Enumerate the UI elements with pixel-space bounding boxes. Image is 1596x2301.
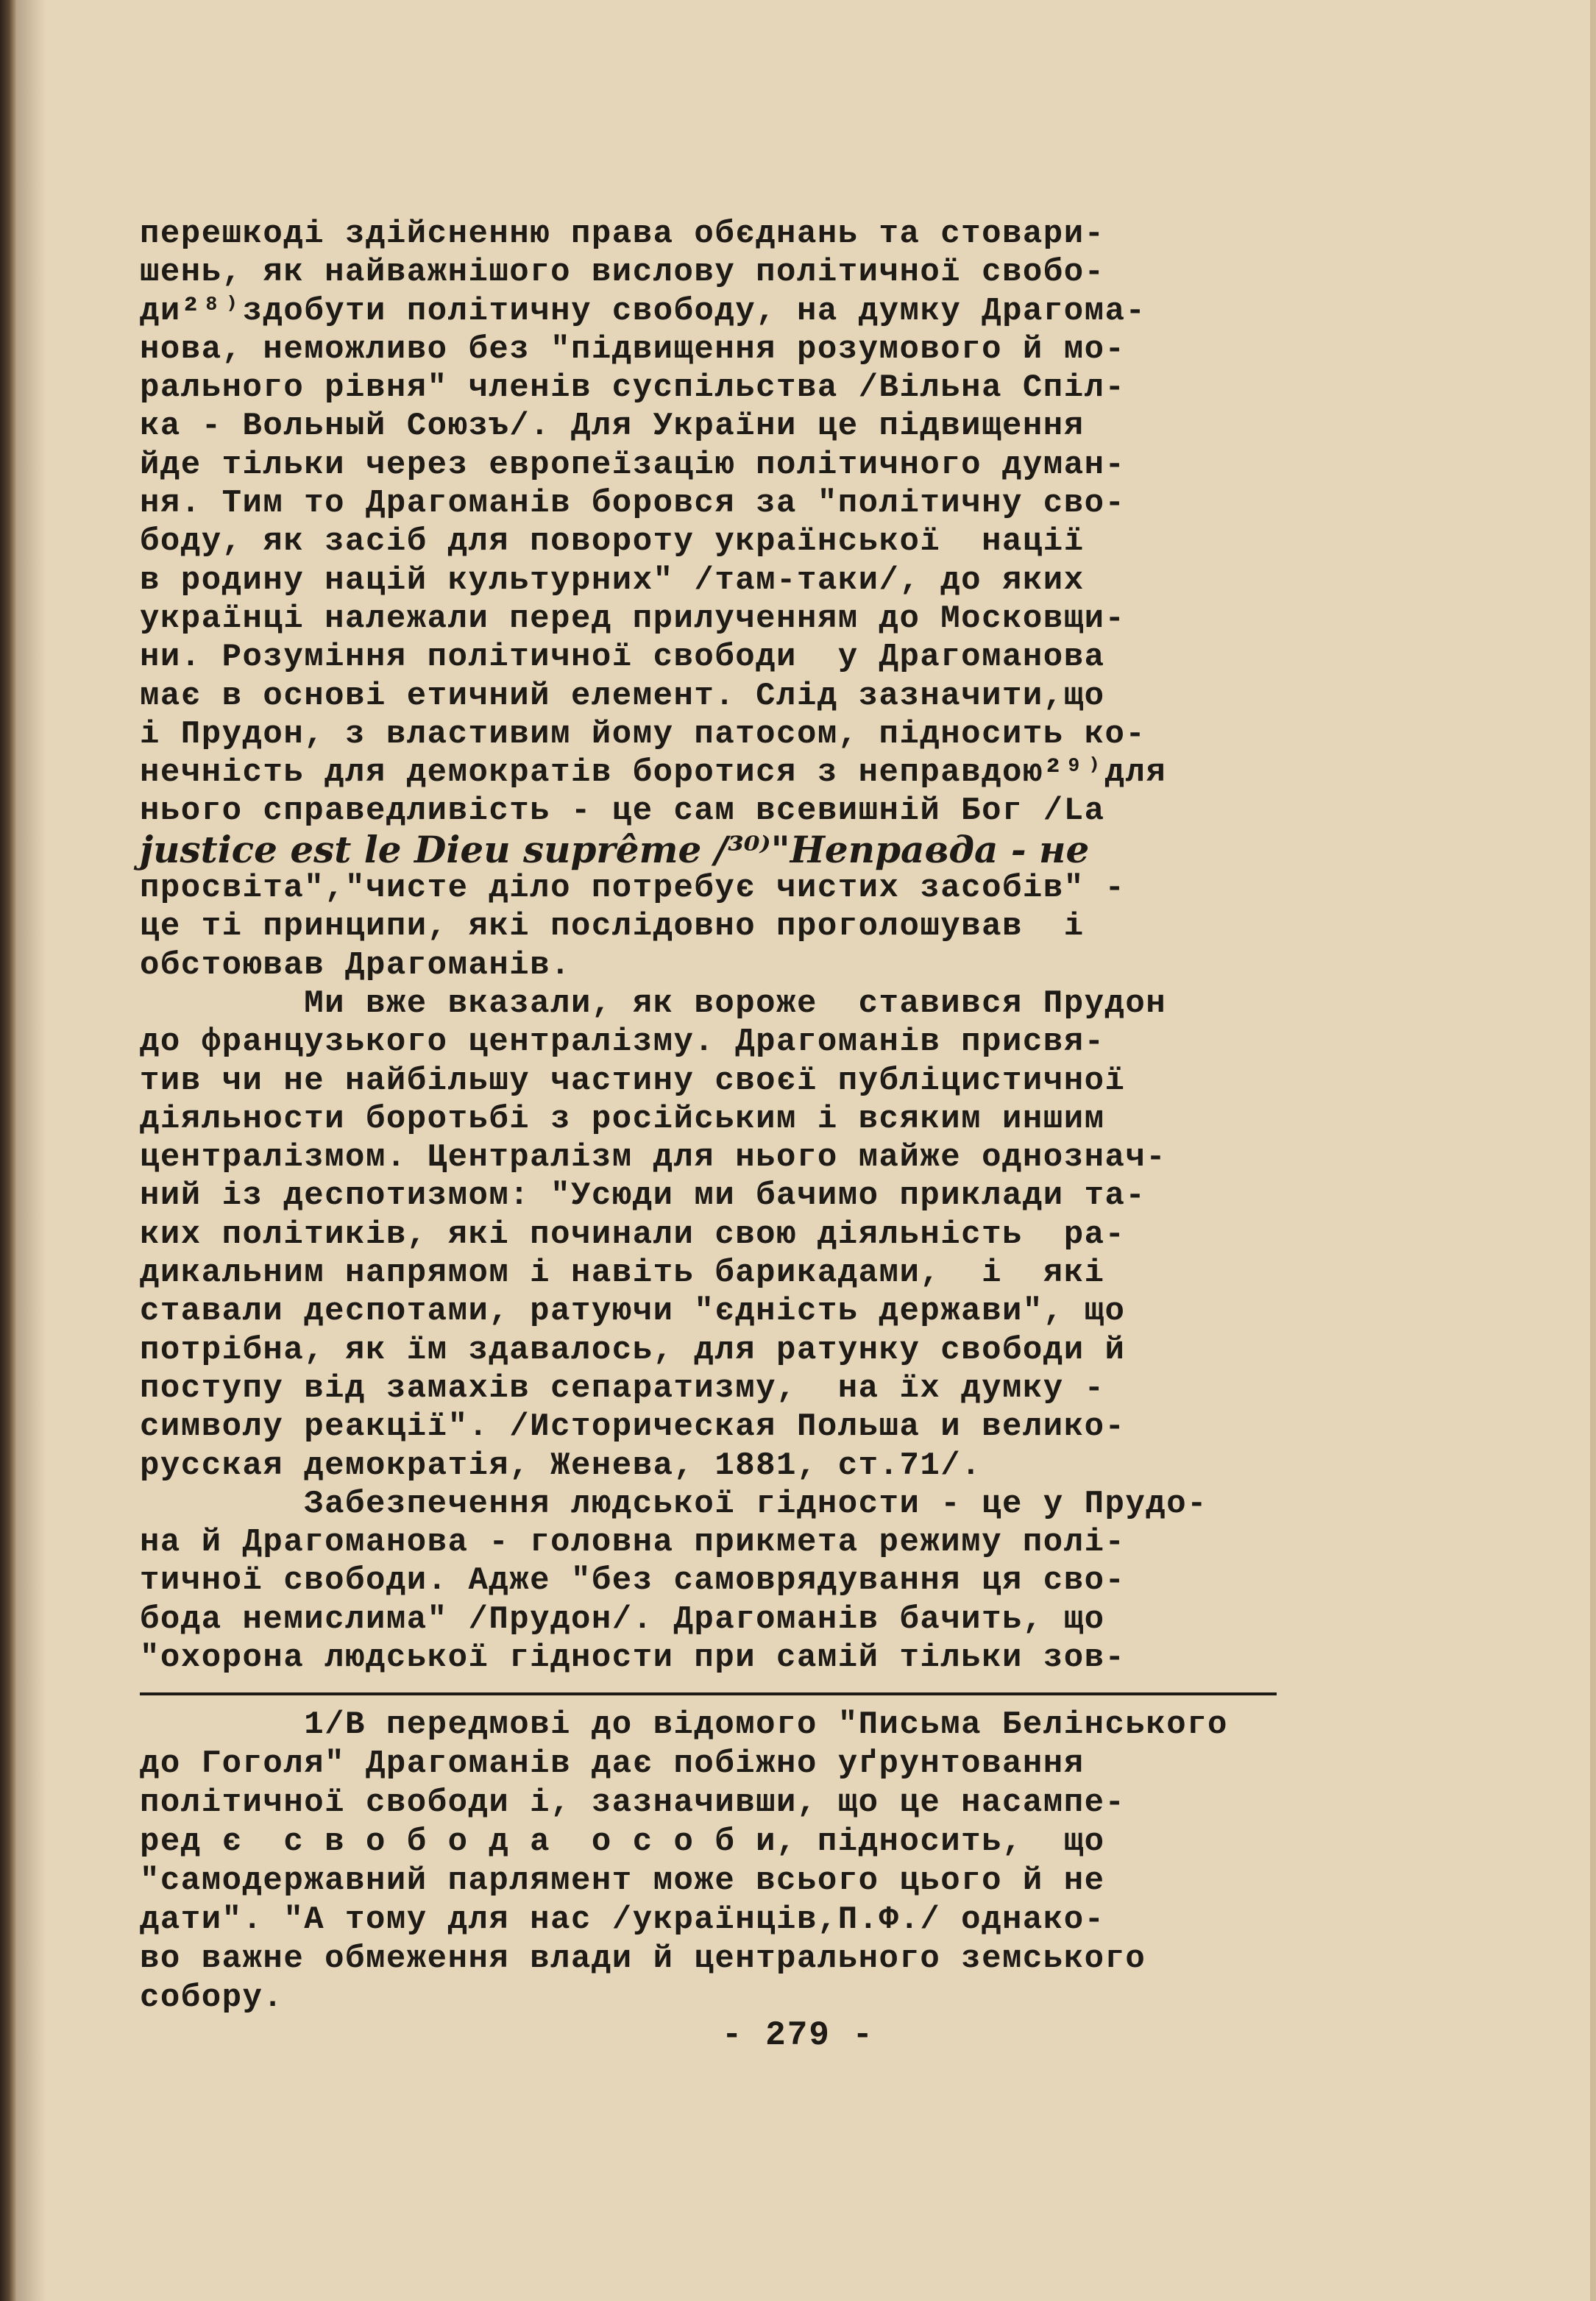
text-line: justice est le Dieu suprême /³⁰⁾"Неправда - не xyxy=(140,827,1090,871)
main-text xyxy=(140,215,1361,1677)
text-line: перешкоді здійсненню права обєднань та стовари- xyxy=(140,216,1105,252)
book-binding-edge xyxy=(0,0,16,2301)
text-line: ди²⁸⁾здобути політичну свободу, на думку Драгома- xyxy=(140,292,1146,330)
text-line: рального рівня" членів суспільства /Вільна Спіл- xyxy=(140,369,1126,407)
text-line: ка - Вольный Союзъ/. Для України це підвищення xyxy=(140,408,1085,445)
text-line: потрібна, як їм здавалось, для ратунку свободи й xyxy=(140,1331,1126,1369)
text-line: централізмом. Централізм для нього майже однознач- xyxy=(140,1139,1167,1177)
footnote-line: дати". "А тому для нас /українців,П.Ф./ однако- xyxy=(140,1901,1105,1938)
page-number: - 279 - xyxy=(721,2016,875,2054)
text-line: боду, як засіб для повороту української нації xyxy=(140,523,1085,561)
footnote-line: 1/В передмові до відомого "Письма Белінського xyxy=(140,1706,1228,1743)
text-line: ни. Розуміння політичної свободи у Драгоманова xyxy=(140,639,1105,676)
text-line: це ті принципи, які послідовно проголошував і xyxy=(140,908,1085,946)
text-line: і Прудон, з властивим йому патосом, підносить ко- xyxy=(140,715,1146,753)
text-line: має в основі етичний елемент. Слід зазначити,що xyxy=(140,677,1105,715)
gutter-shadow xyxy=(16,0,46,2301)
text-line: бода немислима" /Прудон/. Драгоманів бачить, що xyxy=(140,1600,1105,1638)
text-line: поступу від замахів сепаратизму, на їх думку - xyxy=(140,1369,1105,1407)
footnote-line: собору. xyxy=(140,1979,284,2016)
footnote-line: "самодержавний парлямент може всього цього й не xyxy=(140,1862,1105,1899)
text-line: Ми вже вказали, як вороже ставився Прудон xyxy=(140,985,1167,1022)
text-line: русская демократія, Женева, 1881, ст.71/. xyxy=(140,1447,982,1484)
text-line: символу реакції". /Историческая Польша и велико- xyxy=(140,1408,1126,1446)
text-line: нова, неможливо без "підвищення розумового й мо- xyxy=(140,330,1126,368)
footnote xyxy=(140,1706,1361,2018)
text-line: ких політиків, які починали свою діяльність ра- xyxy=(140,1216,1126,1253)
text-line: йде тільки через европеїзацію політичного думан- xyxy=(140,446,1126,483)
text-line: шень, як найважнішого вислову політичної свобо- xyxy=(140,254,1105,291)
footnote-line: ред є с в о б о д а о с о б и, підносить, що xyxy=(140,1823,1105,1860)
footnote-line: політичної свободи і, зазначивши, що це насампе- xyxy=(140,1784,1126,1821)
text-line: Забезпечення людської гідности - це у Прудо- xyxy=(140,1485,1208,1522)
text-line: українці належали перед прилученням до Московщи- xyxy=(140,600,1126,637)
footnote-separator xyxy=(140,1692,1277,1695)
text-line: тив чи не найбільшу частину своєї публіцистичної xyxy=(140,1062,1126,1099)
text-line: ня. Тим то Драгоманів боровся за "політичну сво- xyxy=(140,485,1126,522)
footnote-line: во важне обмеження влади й центрального земського xyxy=(140,1940,1146,1977)
text-line: обстоював Драгоманів. xyxy=(140,946,571,984)
text-line: тичної свободи. Адже "без самоврядування ця сво- xyxy=(140,1562,1126,1600)
text-line: нього справедливість - це сам всевишній Бог /La xyxy=(140,793,1105,830)
text-line: нечність для демократів боротися з неправдою²⁹⁾для xyxy=(140,754,1167,792)
text-line: дикальним напрямом і навіть барикадами, і які xyxy=(140,1255,1105,1292)
text-line: діяльности боротьбі з російським і всяким иншим xyxy=(140,1100,1105,1138)
footnote-line: до Гоголя" Драгоманів дає побіжно уґрунтовання xyxy=(140,1745,1085,1782)
text-line: в родину націй культурних" /там-таки/, до яких xyxy=(140,561,1085,599)
text-line: просвіта","чисте діло потребує чистих засобів" - xyxy=(140,870,1126,907)
text-line: до французького централізму. Драгоманів присвя- xyxy=(140,1024,1105,1061)
page-right-edge xyxy=(1590,0,1596,2301)
text-line: ний із деспотизмом: "Усюди ми бачимо приклади та- xyxy=(140,1177,1146,1215)
text-line: ставали деспотами, ратуючи "єдність держави", що xyxy=(140,1293,1126,1330)
text-line: "охорона людської гідности при самій тільки зов- xyxy=(140,1639,1126,1676)
text-line: на й Драгоманова - головна прикмета режиму полі- xyxy=(140,1524,1126,1561)
